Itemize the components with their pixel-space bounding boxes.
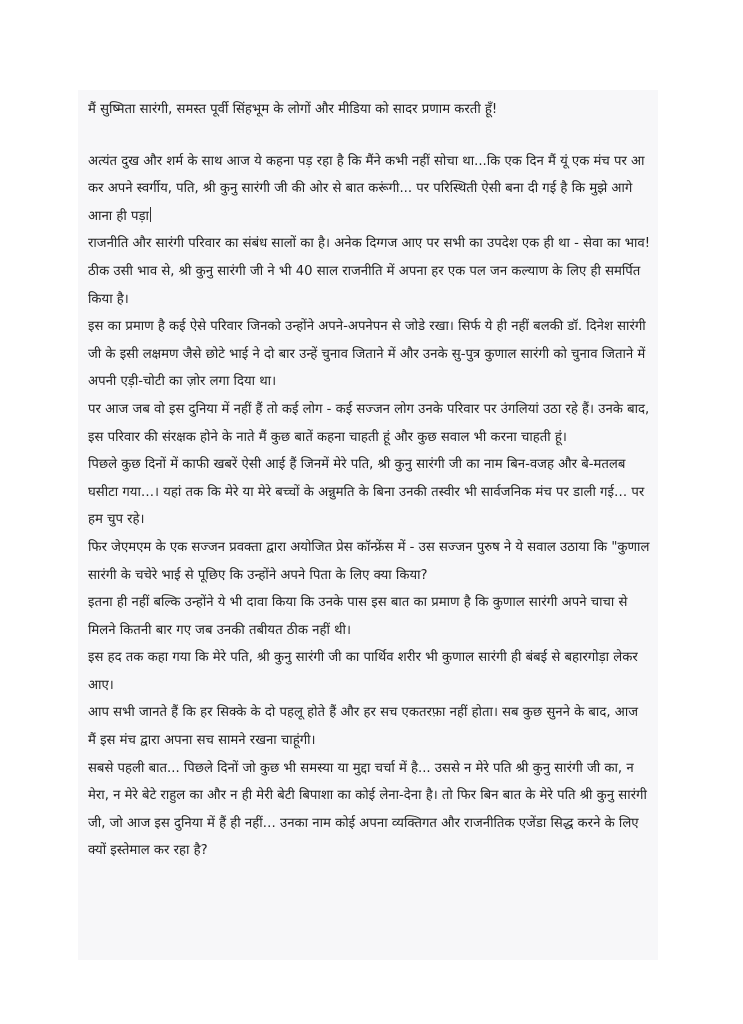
text-cursor (150, 207, 151, 222)
paragraph: पिछले कुछ दिनों में काफी खबरें ऐसी आई हैं जिनमें मेरे पति, श्री कुनु सारंगी जी का नाम बिन-वजह और बे-मतलब घसीटा गया…। यहां तक कि मेरे या मेरे बच्चों के अन्नुमति के बिना उनकी तस्वीर भी सार्वजनिक मंच पर डाली गई… पर हम चुप रहे। (88, 457, 645, 528)
document-page (78, 90, 658, 960)
paragraph: इस का प्रमाण है कई ऐसे परिवार जिनको उन्होंने अपने-अपनेपन से जोडे रखा। सिर्फ ये ही नहीं बलकी डॉ. दिनेश सारंगी जी के इसी लक्षमण जैसे छोटे भाई ने दो बार उन्हें चुनाव जिताने में और उनके सु-पुत्र कुणाल सारंगी को चुनाव जिताने में अपनी एड़ी-चोटी का ज़ोर लगा दिया था। (88, 319, 646, 390)
paragraph: आप सभी जानते हैं कि हर सिक्के के दो पहलू होते हैं और हर सच एकतरफ़ा नहीं होता। सब कुछ सुनने के बाद, आज मैं इस मंच द्वारा अपना सच सामने रखना चाहूंगी। (88, 705, 638, 749)
paragraph: पर आज जब वो इस दुनिया में नहीं हैं तो कई लोग - कई सज्जन लोग उनके परिवार पर उंगलियां उठा रहे हैं। उनके बाद, इस परिवार की संरक्षक होने के नाते मैं कुछ बातें कहना चाहती हूं और कुछ सवाल भी करना चाहती हूं। (88, 401, 650, 445)
greeting-paragraph: मैं सुष्मिता सारंगी, समस्त पूर्वी सिंहभूम के लोगों और मीडिया को सादर प्रणाम करती हूँ! (88, 102, 498, 117)
paragraph: इतना ही नहीं बल्कि उन्होंने ये भी दावा किया कि उनके पास इस बात का प्रमाण है कि कुणाल सारंगी अपने चाचा से मिलने कितनी बार गए जब उनकी तबीयत ठीक नहीं थी। (88, 595, 628, 638)
paragraph: राजनीति और सारंगी परिवार का संबंध सालों का है। अनेक दिग्गज आए पर सभी का उपदेश एक ही था - सेवा का भाव! ठीक उसी भाव से, श्री कुनु सारंगी जी ने भी 40 साल राजनीति में अपना हर एक पल जन कल्याण के लिए ही समर्पित किया है। (88, 236, 650, 307)
paragraph-text: अत्यंत दुख और शर्म के साथ आज ये कहना पड़ रहा है कि मैंने कभी नहीं सोचा था...कि एक दिन मैं यूं एक मंच पर आ कर अपने स्वर्गीय, पति, श्री कुनु सारंगी जी की ओर से बात करूंगी... पर परिस्थिती ऐसी बना दी गई है कि मुझे आगे आना ही पड़ा (88, 153, 645, 224)
paragraph: फिर जेएमएम के एक सज्जन प्रवक्ता द्वारा अयोजित प्रेस कॉन्फ्रेंस में - उस सज्जन पुरुष ने ये सवाल उठाया कि "कुणाल सारंगी के चचेरे भाई से पूछिए कि उन्होंने अपने पिता के लिए क्या किया? (88, 539, 650, 583)
paragraph: सबसे पहली बात... पिछले दिनों जो कुछ भी समस्या या मुद्दा चर्चा में है... उससे न मेरे पति श्री कुनु सारंगी जी का, न मेरा, न मेरे बेटे राहुल का और न ही मेरी बेटी बिपाशा का कोई लेना-देना है। तो फिर बिन बात के मेरे पति श्री कुनु सारंगी जी, जो आज इस दुनिया में हैं ही नहीं… उनका नाम कोई अपना व्यक्तिगत और राजनीतिक एजेंडा सिद्ध करने के लिए क्यों इस्तेमाल कर रहा है? (88, 760, 647, 859)
paragraph (88, 148, 650, 231)
paragraph: इस हद तक कहा गया कि मेरे पति, श्री कुनु सारंगी जी का पार्थिव शरीर भी कुणाल सारंगी ही बंबई से बहारगोड़ा लेकर आए। (88, 650, 638, 693)
